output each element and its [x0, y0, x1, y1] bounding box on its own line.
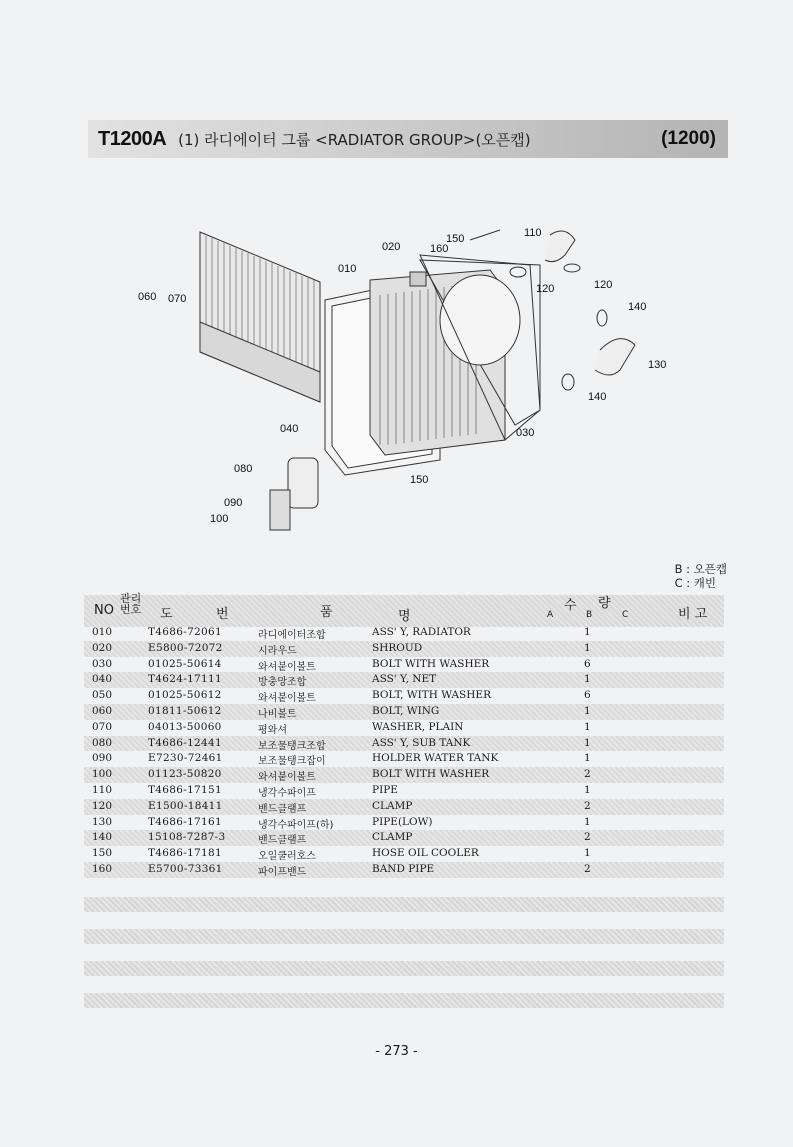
row-no: 130 [92, 815, 113, 828]
callout-label: 140 [588, 391, 607, 403]
header-ryang: 량 [598, 596, 611, 611]
radiator-drawing [370, 260, 540, 455]
callout-label: 090 [224, 497, 243, 509]
header-mgmt-no [120, 593, 141, 615]
page-number: - 273 - [375, 1044, 418, 1059]
exploded-parts-diagram [120, 210, 680, 550]
part-name-kr: 밴드클램프 [258, 803, 307, 815]
callout-label: 100 [210, 513, 229, 525]
row-no: 110 [92, 783, 113, 796]
part-name-kr: 보조물탱크잡이 [258, 756, 326, 768]
row-no: 030 [92, 657, 113, 670]
part-name-kr: 와셔붙이볼트 [258, 693, 316, 705]
callout-label: 040 [280, 423, 299, 435]
group-title: (1) 라디에이터 그룹 <RADIATOR GROUP>(오픈캡) [178, 130, 531, 149]
callout-label: 120 [594, 279, 613, 291]
title-bar [88, 120, 728, 158]
qty-b: 6 [584, 657, 591, 670]
qty-b: 1 [584, 752, 591, 765]
part-number: T4624-17111 [148, 673, 222, 686]
legend [675, 562, 727, 590]
legend-b: B : 오픈캡 [674, 562, 727, 576]
row-no: 140 [92, 831, 113, 844]
part-name-en: CLAMP [372, 831, 413, 844]
row-no: 150 [92, 847, 113, 860]
callout-label: 130 [648, 359, 667, 371]
table-row [84, 751, 724, 767]
part-name-en: ASS' Y, SUB TANK [372, 736, 471, 749]
legend-c: C : 캐빈 [674, 576, 717, 590]
callout-label: 030 [516, 427, 535, 439]
part-name-kr: 보조물탱크조합 [258, 740, 326, 752]
row-no: 160 [92, 862, 113, 875]
qty-b: 1 [584, 736, 591, 749]
header-myeong: 명 [398, 609, 411, 624]
row-no: 080 [92, 736, 113, 749]
part-name-kr: 와셔붙이볼트 [258, 661, 316, 673]
row-no: 050 [92, 689, 113, 702]
header-c: C [622, 610, 629, 620]
part-number: T4686-17161 [148, 815, 222, 828]
qty-b: 1 [584, 783, 591, 796]
part-number: T4686-17181 [148, 847, 222, 860]
part-number: 01811-50612 [148, 704, 222, 717]
part-name-en: BOLT, WITH WASHER [372, 689, 491, 702]
part-name-kr: 오일쿨러호스 [258, 851, 316, 863]
blank-row [84, 993, 724, 1008]
qty-b: 1 [584, 641, 591, 654]
sub-tank-drawing [270, 458, 318, 530]
part-number: E5700-73361 [148, 862, 223, 875]
part-name-en: HOLDER WATER TANK [372, 752, 499, 765]
qty-b: 1 [584, 847, 591, 860]
callout-label: 110 [524, 227, 542, 239]
callout-label: 140 [628, 301, 647, 313]
header-a: A [547, 610, 554, 620]
callout-label: 010 [338, 263, 357, 275]
qty-b: 1 [584, 720, 591, 733]
part-number: T4686-72061 [148, 626, 222, 638]
table-row [84, 657, 724, 673]
part-number: 04013-50060 [148, 720, 222, 733]
table-row [84, 704, 724, 720]
qty-b: 1 [584, 626, 591, 638]
row-no: 120 [92, 799, 113, 812]
table-header [84, 592, 724, 627]
part-name-en: SHROUD [372, 641, 423, 654]
callout-label: 060 [138, 291, 157, 303]
header-beon: 번 [216, 607, 229, 622]
part-name-en: BOLT WITH WASHER [372, 657, 490, 670]
part-name-en: BAND PIPE [372, 862, 435, 875]
qty-b: 1 [584, 704, 591, 717]
row-no: 070 [92, 720, 113, 733]
qty-b: 2 [584, 799, 591, 812]
part-number: 01123-50820 [148, 768, 222, 781]
part-number: 01025-50614 [148, 657, 222, 670]
table-row [84, 862, 724, 878]
callout-label: 080 [234, 463, 253, 475]
part-number: 15108-7287-3 [148, 831, 226, 844]
part-number: 01025-50612 [148, 689, 222, 702]
row-no: 020 [92, 641, 113, 654]
blank-row [84, 929, 724, 944]
net-assembly-drawing [200, 232, 320, 402]
table-row [84, 688, 724, 704]
part-name-kr: 파이프밴드 [258, 866, 307, 878]
header-do: 도 [160, 607, 173, 622]
callout-label: 160 [430, 243, 449, 255]
part-name-en: CLAMP [372, 799, 413, 812]
header-su: 수 [564, 598, 577, 613]
part-number: E7230-72461 [148, 752, 223, 765]
qty-b: 1 [584, 815, 591, 828]
part-name-en: BOLT, WING [372, 704, 440, 717]
parts-table [84, 625, 724, 878]
part-name-kr: 밴드클램프 [258, 835, 307, 847]
part-name-kr: 냉각수파이프(하) [258, 819, 334, 831]
table-row [84, 846, 724, 862]
qty-b: 2 [584, 831, 591, 844]
header-remarks: 비 고 [678, 607, 708, 622]
table-row [84, 625, 724, 641]
blank-row [84, 961, 724, 976]
table-row [84, 641, 724, 657]
qty-b: 1 [584, 673, 591, 686]
part-name-kr: 와셔붙이볼트 [258, 772, 316, 784]
part-name-en: BOLT WITH WASHER [372, 768, 490, 781]
callout-label: 150 [446, 233, 465, 245]
table-row [84, 830, 724, 846]
group-number: (1200) [661, 128, 716, 149]
table-row [84, 799, 724, 815]
part-name-kr: 나비볼트 [258, 708, 297, 720]
callout-label: 120 [536, 283, 555, 295]
blank-row [84, 897, 724, 912]
part-name-kr: 냉각수파이프 [258, 787, 316, 799]
table-row [84, 720, 724, 736]
table-row [84, 783, 724, 799]
qty-b: 2 [584, 862, 591, 875]
row-no: 100 [92, 768, 113, 781]
part-name-en: ASS' Y, NET [372, 673, 437, 686]
row-no: 040 [92, 673, 113, 686]
header-mgmt-bottom: 번호 [120, 603, 142, 616]
header-mgmt-top: 관리 [120, 592, 142, 605]
header-b: B [586, 610, 593, 620]
model-code: T1200A [98, 127, 167, 150]
part-name-kr: 방충망조합 [258, 677, 307, 689]
row-no: 010 [92, 626, 113, 638]
part-name-kr: 평와셔 [258, 724, 287, 736]
table-row [84, 736, 724, 752]
header-pum: 품 [320, 605, 333, 620]
callout-label: 070 [168, 293, 187, 305]
table-row [84, 815, 724, 831]
part-name-en: WASHER, PLAIN [372, 720, 464, 733]
table-row [84, 767, 724, 783]
part-name-kr: 라디에이터조합 [258, 630, 326, 641]
qty-b: 2 [584, 768, 591, 781]
part-number: E1500-18411 [148, 799, 223, 812]
part-name-kr: 시라우드 [258, 645, 297, 657]
part-name-en: ASS' Y, RADIATOR [372, 626, 471, 638]
part-name-en: HOSE OIL COOLER [372, 847, 479, 860]
row-no: 090 [92, 752, 113, 765]
part-number: E5800-72072 [148, 641, 223, 654]
callout-label: 020 [382, 241, 401, 253]
table-row [84, 672, 724, 688]
header-no: NO [94, 603, 114, 618]
qty-b: 6 [584, 689, 591, 702]
part-number: T4686-12441 [148, 736, 222, 749]
part-number: T4686-17151 [148, 783, 222, 796]
callout-label: 150 [410, 474, 429, 486]
part-name-en: PIPE [372, 783, 398, 796]
row-no: 060 [92, 704, 113, 717]
part-name-en: PIPE(LOW) [372, 815, 433, 828]
